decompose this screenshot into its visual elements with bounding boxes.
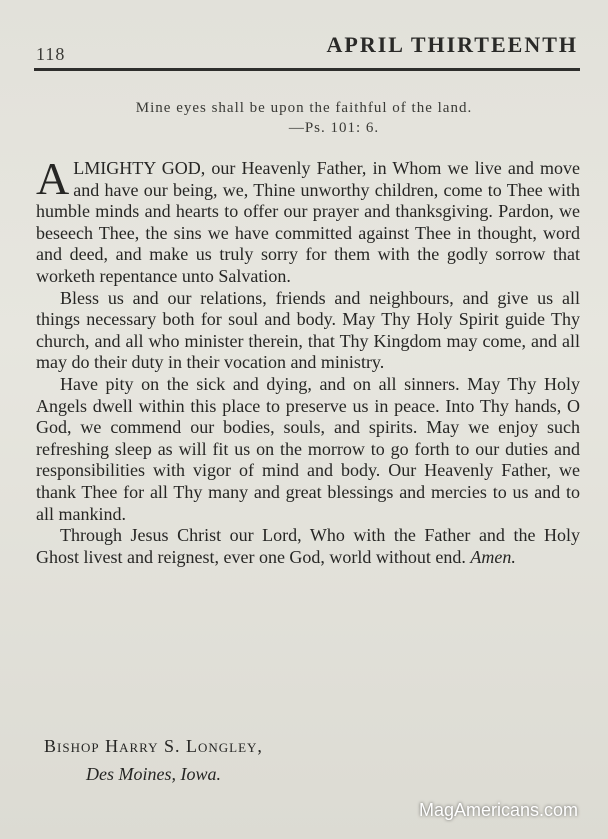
- signature-name: Bishop Harry S. Longley,: [44, 736, 263, 756]
- paragraph-text: Have pity on the sick and dying, and on all sinners. May Thy Holy Angels dwell within this place to preserve us in peace. Into Thy hands, O God, we commend our bodies, souls, and spirits. May we enjoy such refreshing sleep as will fit us on the morrow to go forth to our duties and responsibilities with vigor of mind and body. Our Heavenly Father, we thank Thee for all Thy many and great blessings and mercies to us and to all mankind.: [36, 373, 580, 524]
- amen: Amen.: [470, 546, 516, 567]
- header-rule: [34, 68, 580, 71]
- page-header: [36, 30, 578, 64]
- paragraph-text: Through Jesus Christ our Lord, Who with the Father and the Holy Ghost livest and reignest, ever one God, world without end.: [36, 525, 580, 567]
- drop-cap: A: [36, 153, 70, 204]
- prayer-paragraph: [36, 288, 580, 374]
- paragraph-text: Bless us and our relations, friends and neighbours, and give us all things necessary both for soul and body. May Thy Holy Spirit guide Thy church, and all who minister therein, that Thy Kingdom may come, and all may do their duty in their vocation and ministry.: [36, 287, 580, 373]
- page-number: 118: [36, 44, 66, 64]
- epigraph-citation: —Ps. 101: 6.: [288, 120, 380, 136]
- paragraph-text: LMIGHTY GOD, our Heavenly Father, in Whom we live and move and have our being, we, Thine unworthy children, come to Thee with humble minds and hearts to offer our prayer and thanksgiving. Pardon, we beseech Thee, the sins we have committed against Thee in thought, word and deed, and make us truly sorry for them with the godly sorrow that worketh repentance unto Salvation.: [36, 158, 580, 286]
- prayer-paragraph: [36, 374, 580, 525]
- signature: [44, 732, 263, 788]
- signature-place: Des Moines, Iowa.: [86, 764, 221, 784]
- prayer-body: [36, 153, 580, 568]
- epigraph: [0, 98, 608, 138]
- running-title: APRIL THIRTEENTH: [326, 32, 578, 57]
- epigraph-text: Mine eyes shall be upon the faithful of the land.: [135, 100, 473, 116]
- watermark: MagAmericans.com: [418, 800, 578, 820]
- prayer-paragraph: [36, 153, 580, 288]
- prayer-paragraph: [36, 525, 580, 568]
